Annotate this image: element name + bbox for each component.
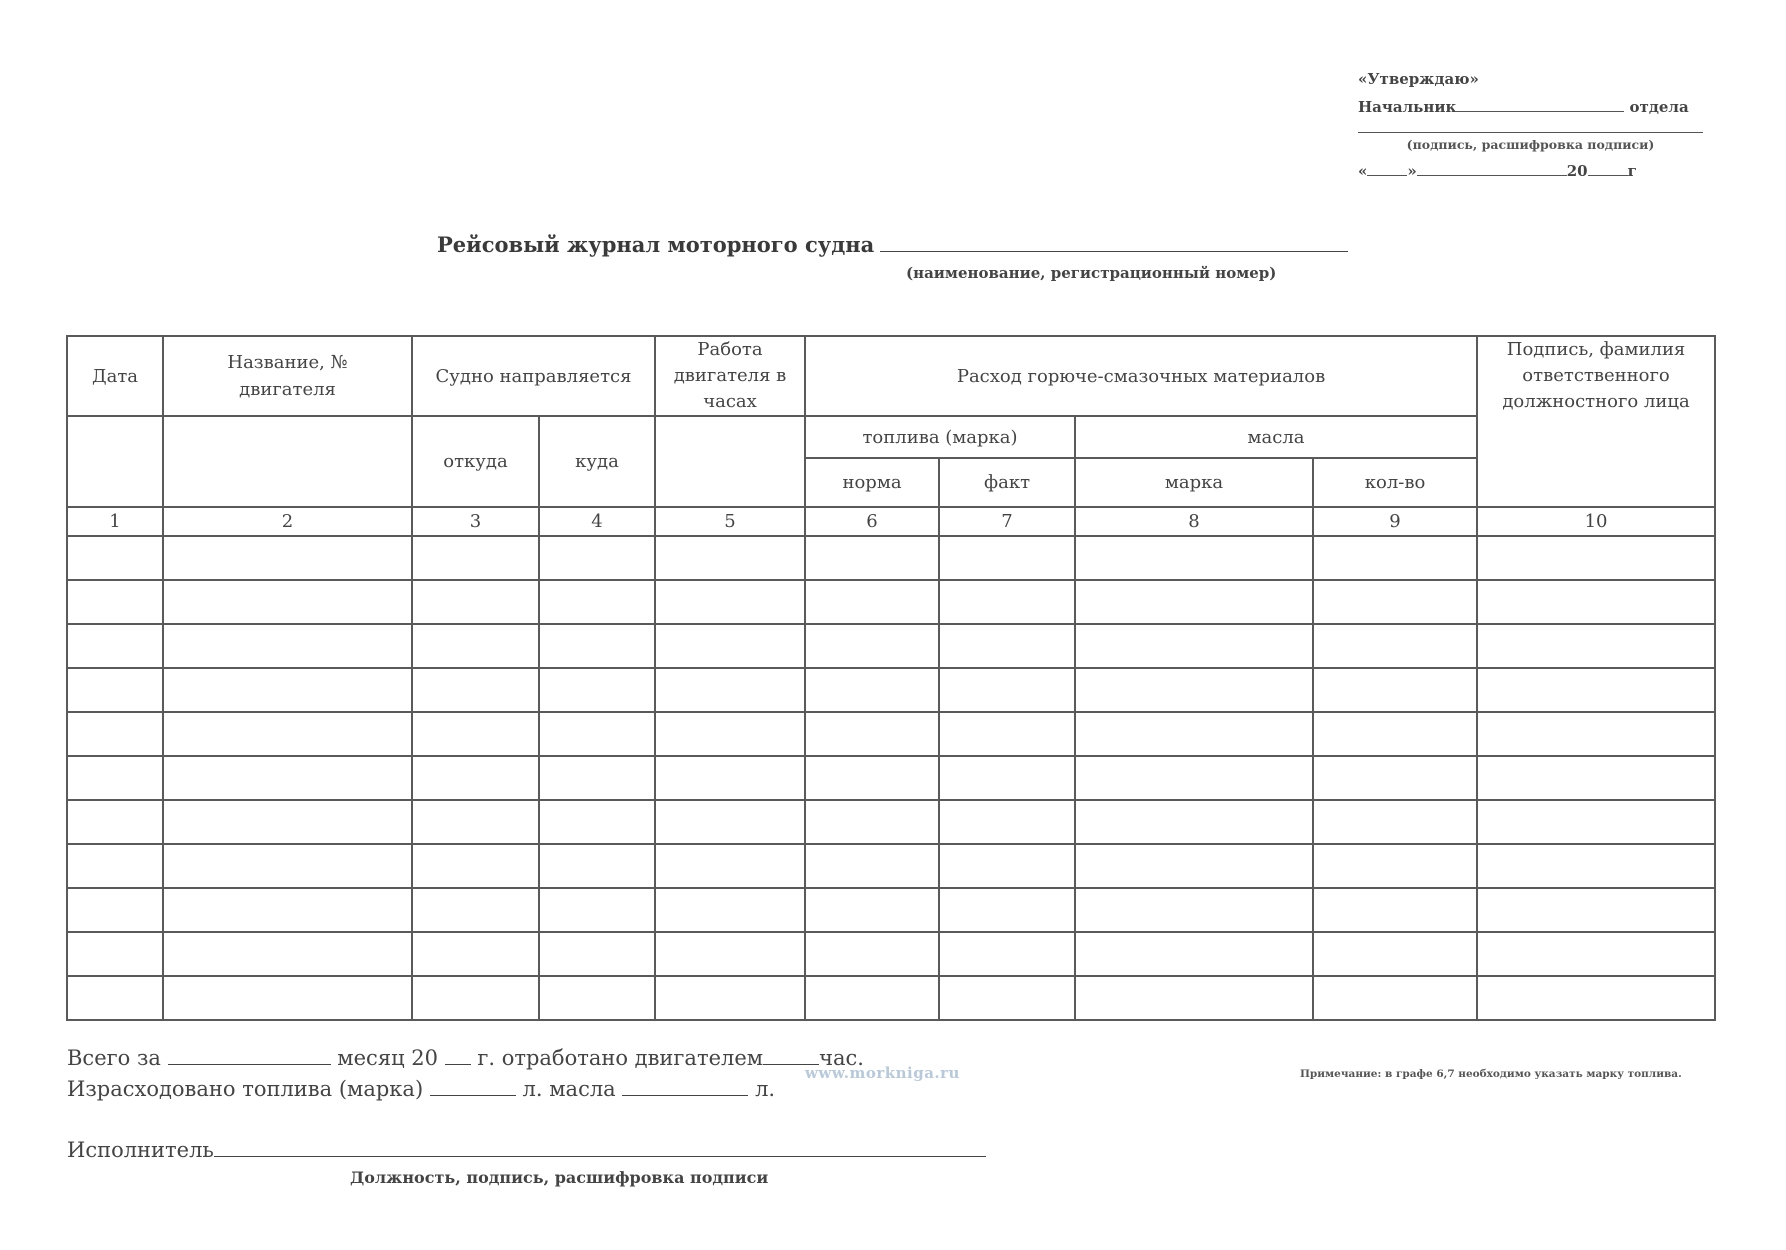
header-brand: марка xyxy=(1075,458,1313,507)
signature-caption: (подпись, расшифровка подписи) xyxy=(1406,137,1655,152)
header-engine-text: Название, № двигателя xyxy=(227,352,348,400)
department-label: отдела xyxy=(1629,98,1689,116)
table-cell[interactable] xyxy=(655,668,805,712)
column-number: 6 xyxy=(805,507,939,536)
table-cell[interactable] xyxy=(939,932,1075,976)
table-cell[interactable] xyxy=(412,932,539,976)
table-cell[interactable] xyxy=(805,976,939,1020)
table-cell[interactable] xyxy=(412,976,539,1020)
header-to: куда xyxy=(539,416,655,507)
table-cell[interactable] xyxy=(939,800,1075,844)
table-cell[interactable] xyxy=(67,800,163,844)
table-cell[interactable] xyxy=(805,580,939,624)
table-cell[interactable] xyxy=(655,756,805,800)
total-year-field[interactable] xyxy=(445,1048,471,1065)
table-cell[interactable] xyxy=(163,668,412,712)
table-cell[interactable] xyxy=(412,536,539,580)
table-cell[interactable] xyxy=(939,668,1075,712)
table-cell[interactable] xyxy=(163,888,412,932)
header-engine xyxy=(163,336,412,416)
consumed-label: Израсходовано топлива (марка) xyxy=(67,1077,424,1101)
header-engine-hours xyxy=(655,336,805,416)
table-cell[interactable] xyxy=(163,844,412,888)
table-cell[interactable] xyxy=(67,888,163,932)
title-text: Рейсовый журнал моторного судна xyxy=(437,232,875,257)
table-cell[interactable] xyxy=(1477,756,1715,800)
table-cell[interactable] xyxy=(805,888,939,932)
table-row xyxy=(67,668,1715,712)
table-cell[interactable] xyxy=(805,668,939,712)
table-row xyxy=(67,800,1715,844)
table-cell[interactable] xyxy=(1477,580,1715,624)
table-row xyxy=(67,756,1715,800)
column-number: 5 xyxy=(655,507,805,536)
table-row xyxy=(67,976,1715,1020)
table-cell[interactable] xyxy=(805,932,939,976)
table-cell[interactable] xyxy=(539,756,655,800)
table-cell[interactable] xyxy=(1313,756,1477,800)
table-cell[interactable] xyxy=(939,844,1075,888)
table-cell[interactable] xyxy=(1313,976,1477,1020)
table-cell[interactable] xyxy=(1313,580,1477,624)
header-row-2 xyxy=(67,416,1715,458)
table-cell[interactable] xyxy=(412,712,539,756)
head-label: Начальник xyxy=(1358,98,1457,116)
table-cell[interactable] xyxy=(163,932,412,976)
approve-label: «Утверждаю» xyxy=(1358,70,1479,88)
header-oil: масла xyxy=(1075,416,1477,458)
column-number: 3 xyxy=(412,507,539,536)
table-cell[interactable] xyxy=(805,536,939,580)
table-row xyxy=(67,888,1715,932)
table-cell[interactable] xyxy=(67,756,163,800)
table-cell[interactable] xyxy=(655,932,805,976)
watermark: www.morkniga.ru xyxy=(805,1064,960,1082)
table-cell[interactable] xyxy=(655,800,805,844)
table-cell[interactable] xyxy=(412,580,539,624)
table-cell[interactable] xyxy=(655,712,805,756)
table-cell[interactable] xyxy=(1075,844,1313,888)
table-cell[interactable] xyxy=(1477,624,1715,668)
month-field[interactable] xyxy=(1417,157,1567,176)
column-number: 4 xyxy=(539,507,655,536)
column-number: 1 xyxy=(67,507,163,536)
fuel-consumed-field[interactable] xyxy=(430,1079,516,1096)
header-fuel-lubricants: Расход горюче-смазочных материалов xyxy=(805,336,1477,416)
table-cell[interactable] xyxy=(805,712,939,756)
table-cell[interactable] xyxy=(1313,932,1477,976)
table-cell[interactable] xyxy=(163,712,412,756)
table-cell[interactable] xyxy=(1477,976,1715,1020)
table-cell[interactable] xyxy=(163,536,412,580)
head-line xyxy=(1358,93,1703,120)
table-cell[interactable] xyxy=(412,624,539,668)
table-cell[interactable] xyxy=(1075,712,1313,756)
table-cell[interactable] xyxy=(539,668,655,712)
engine-hours-field[interactable] xyxy=(763,1048,819,1065)
executor-line xyxy=(67,1138,986,1162)
table-cell[interactable] xyxy=(1075,932,1313,976)
table-cell[interactable] xyxy=(163,580,412,624)
table-cell[interactable] xyxy=(939,624,1075,668)
header-row-1 xyxy=(67,336,1715,416)
footnote: Примечание: в графе 6,7 необходимо указать марку топлива. xyxy=(1300,1068,1682,1080)
table-cell[interactable] xyxy=(805,756,939,800)
journal-table xyxy=(66,335,1716,1021)
table-cell[interactable] xyxy=(655,976,805,1020)
year-worked-label: г. отработано двигателем xyxy=(477,1046,764,1070)
executor-label: Исполнитель xyxy=(67,1138,214,1162)
executor-field[interactable] xyxy=(214,1140,986,1157)
table-cell[interactable] xyxy=(163,976,412,1020)
table-cell[interactable] xyxy=(163,624,412,668)
table-cell[interactable] xyxy=(539,932,655,976)
consumption-line xyxy=(67,1077,775,1101)
table-cell[interactable] xyxy=(1477,844,1715,888)
signature-field[interactable] xyxy=(1358,120,1703,133)
table-cell[interactable] xyxy=(939,580,1075,624)
table-cell[interactable] xyxy=(1313,888,1477,932)
table-cell[interactable] xyxy=(67,844,163,888)
table-cell[interactable] xyxy=(1075,624,1313,668)
title-caption: (наименование, регистрационный номер) xyxy=(906,264,1277,282)
table-cell[interactable] xyxy=(1075,888,1313,932)
month-label: месяц 20 xyxy=(337,1046,438,1070)
year-suffix: г xyxy=(1627,162,1637,180)
header-date-blank xyxy=(67,416,163,507)
header-engine-blank xyxy=(163,416,412,507)
journal-body xyxy=(67,536,1715,1020)
table-cell[interactable] xyxy=(939,536,1075,580)
table-cell[interactable] xyxy=(67,580,163,624)
table-cell[interactable] xyxy=(1477,888,1715,932)
table-cell[interactable] xyxy=(1075,536,1313,580)
table-cell[interactable] xyxy=(539,624,655,668)
year-prefix: 20 xyxy=(1566,162,1588,180)
column-number: 7 xyxy=(939,507,1075,536)
table-cell[interactable] xyxy=(412,800,539,844)
header-fuel: топлива (марка) xyxy=(805,416,1075,458)
liters-label: л. xyxy=(755,1077,776,1101)
table-cell[interactable] xyxy=(539,712,655,756)
table-cell[interactable] xyxy=(939,888,1075,932)
table-cell[interactable] xyxy=(1313,624,1477,668)
table-cell[interactable] xyxy=(539,976,655,1020)
table-cell[interactable] xyxy=(805,844,939,888)
table-cell[interactable] xyxy=(1313,844,1477,888)
table-cell[interactable] xyxy=(67,932,163,976)
table-cell[interactable] xyxy=(67,624,163,668)
table-cell[interactable] xyxy=(412,668,539,712)
table-cell[interactable] xyxy=(939,976,1075,1020)
table-cell[interactable] xyxy=(67,668,163,712)
table-cell[interactable] xyxy=(1075,668,1313,712)
date-open-quote: « xyxy=(1358,162,1368,180)
table-cell[interactable] xyxy=(1313,712,1477,756)
table-cell[interactable] xyxy=(1075,800,1313,844)
header-engine-hours-text: Работа двигателя в часах xyxy=(673,339,787,412)
table-cell[interactable] xyxy=(163,800,412,844)
table-cell[interactable] xyxy=(655,624,805,668)
header-signature-text: Подпись, фамилия ответственного должностного лица xyxy=(1502,339,1690,412)
liters-oil-label: л. масла xyxy=(522,1077,616,1101)
column-number: 10 xyxy=(1477,507,1715,536)
day-field[interactable] xyxy=(1367,157,1407,176)
table-cell[interactable] xyxy=(67,712,163,756)
year-field[interactable] xyxy=(1588,157,1628,176)
table-cell[interactable] xyxy=(412,844,539,888)
table-cell[interactable] xyxy=(939,756,1075,800)
total-prefix: Всего за xyxy=(67,1046,161,1070)
table-row xyxy=(67,712,1715,756)
table-cell[interactable] xyxy=(1477,536,1715,580)
header-hours-blank xyxy=(655,416,805,507)
table-cell[interactable] xyxy=(539,844,655,888)
table-cell[interactable] xyxy=(67,976,163,1020)
table-cell[interactable] xyxy=(1477,712,1715,756)
table-cell[interactable] xyxy=(67,536,163,580)
table-cell[interactable] xyxy=(539,536,655,580)
header-direction: Судно направляется xyxy=(412,336,655,416)
table-cell[interactable] xyxy=(1313,668,1477,712)
table-cell[interactable] xyxy=(1075,580,1313,624)
column-number-row xyxy=(67,507,1715,536)
table-cell[interactable] xyxy=(1313,800,1477,844)
header-norm: норма xyxy=(805,458,939,507)
table-cell[interactable] xyxy=(939,712,1075,756)
table-row xyxy=(67,932,1715,976)
table-cell[interactable] xyxy=(655,888,805,932)
header-signature xyxy=(1477,336,1715,507)
table-cell[interactable] xyxy=(412,756,539,800)
table-cell[interactable] xyxy=(805,800,939,844)
date-close-quote: » xyxy=(1407,162,1417,180)
table-cell[interactable] xyxy=(539,800,655,844)
table-cell[interactable] xyxy=(805,624,939,668)
total-period-field[interactable] xyxy=(168,1048,331,1065)
table-cell[interactable] xyxy=(1477,800,1715,844)
table-cell[interactable] xyxy=(1477,932,1715,976)
table-cell[interactable] xyxy=(655,536,805,580)
table-cell[interactable] xyxy=(1477,668,1715,712)
column-number: 9 xyxy=(1313,507,1477,536)
table-row xyxy=(67,624,1715,668)
table-row xyxy=(67,844,1715,888)
oil-consumed-field[interactable] xyxy=(622,1079,748,1096)
header-date: Дата xyxy=(67,336,163,416)
table-cell[interactable] xyxy=(655,844,805,888)
column-number: 8 xyxy=(1075,507,1313,536)
header-from: откуда xyxy=(412,416,539,507)
table-cell[interactable] xyxy=(412,888,539,932)
page-title xyxy=(437,232,1348,257)
table-cell[interactable] xyxy=(1075,756,1313,800)
executor-caption: Должность, подпись, расшифровка подписи xyxy=(350,1168,769,1187)
table-cell[interactable] xyxy=(539,888,655,932)
table-cell[interactable] xyxy=(539,580,655,624)
vessel-name-field[interactable] xyxy=(880,233,1348,252)
hours-label: час. xyxy=(819,1046,864,1070)
table-cell[interactable] xyxy=(163,756,412,800)
table-cell[interactable] xyxy=(1313,536,1477,580)
column-number: 2 xyxy=(163,507,412,536)
table-cell[interactable] xyxy=(1075,976,1313,1020)
department-field[interactable] xyxy=(1456,93,1624,112)
table-row xyxy=(67,580,1715,624)
header-quantity: кол-во xyxy=(1313,458,1477,507)
approval-date-line xyxy=(1358,157,1703,184)
header-fact: факт xyxy=(939,458,1075,507)
table-cell[interactable] xyxy=(655,580,805,624)
table-row xyxy=(67,536,1715,580)
approval-block xyxy=(1358,66,1703,184)
total-line xyxy=(67,1046,864,1070)
